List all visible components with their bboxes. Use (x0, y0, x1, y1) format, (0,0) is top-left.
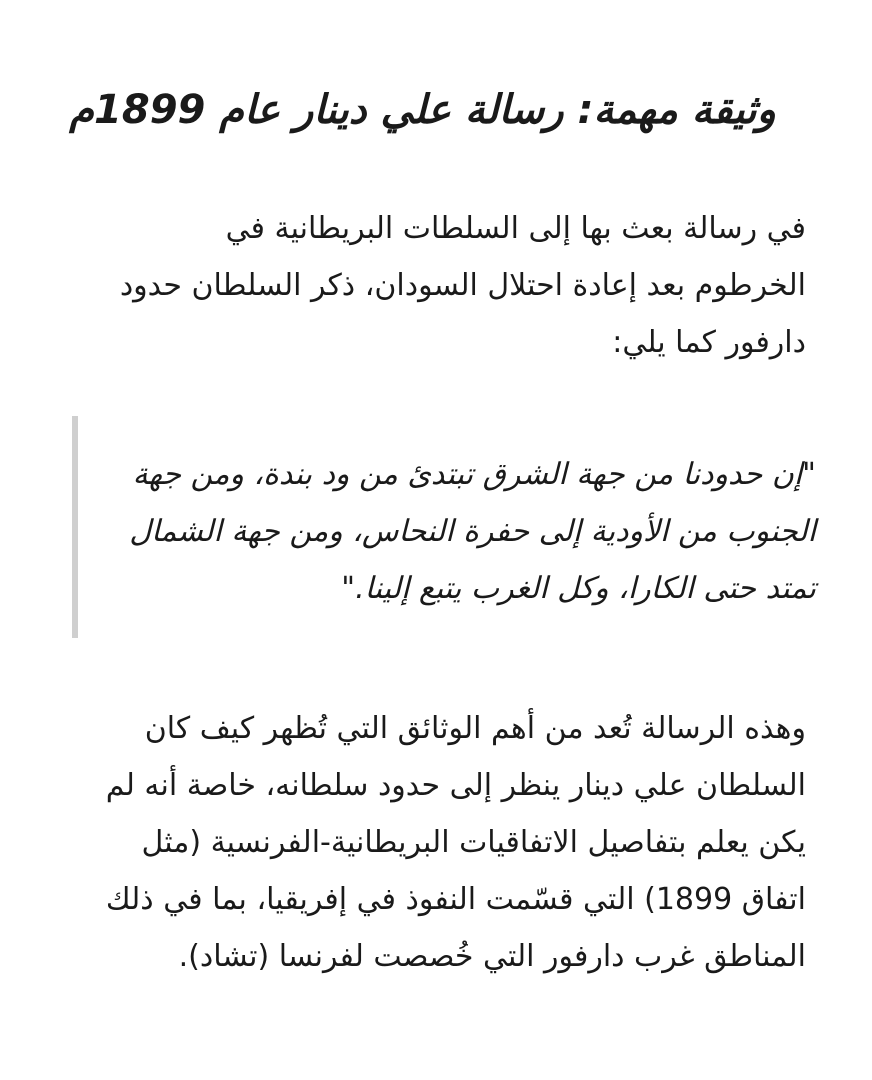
article-title: وثيقة مهمة: رسالة علي دينار عام 1899م (69, 87, 776, 133)
quote-text: "إن حدودنا من جهة الشرق تبتدئ من ود بندة، ومن جهة الجنوب من الأودية إلى حفرة النحاس، ومن جهة الشمال تمتد حتى الكارا، وكل الغرب يتبع إلينا." (129, 457, 816, 606)
intro-paragraph: في رسالة بعث بها إلى السلطات البريطانية في الخرطوم بعد إعادة احتلال السودان، ذكر السلطان حدود دارفور كما يلي: (119, 211, 806, 360)
body-paragraph: وهذه الرسالة تُعد من أهم الوثائق التي تُظهر كيف كان السلطان علي دينار ينظر إلى حدود سلطانه، خاصة أنه لم يكن يعلم بتفاصيل الاتفاقيات البريطانية-الفرنسية (مثل اتفاق 1899) التي قسّمت النفوذ في إفريقيا، بما في ذلك المناطق غرب دارفور التي خُصصت لفرنسا (تشاد). (105, 711, 806, 974)
quote-block (72, 416, 816, 638)
